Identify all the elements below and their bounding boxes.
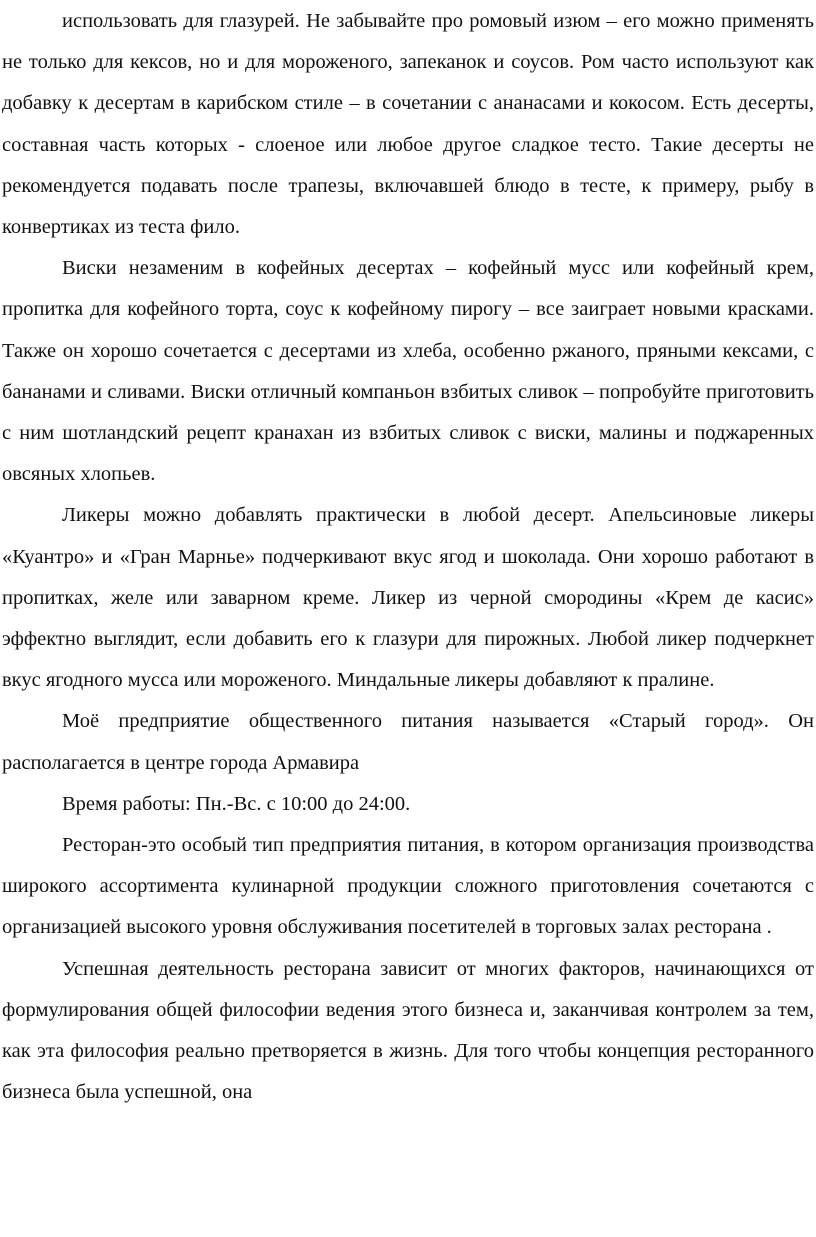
document-page bbox=[0, 1, 816, 1237]
paragraph-enterprise-name: Моё предприятие общественного питания называется «Старый город». Он располагается в центре города Армавира bbox=[2, 710, 814, 774]
paragraph-glaze-rum: использовать для глазурей. Не забывайте про ромовый изюм – его можно применять не только для кексов, но и для мороженого, запеканок и соусов. Ром часто используют как добавку к десертам в карибском стиле – в сочетании с ананасами и кокосом. Есть десерты, составная часть которых - слоеное или любое другое сладкое тесто. Такие десерты не рекомендуется подавать после трапезы, включавшей блюдо в тесте, к примеру, рыбу в конвертиках из теста фило. bbox=[2, 10, 814, 239]
paragraph-working-hours: Время работы: Пн.-Вс. с 10:00 до 24:00. bbox=[62, 792, 411, 815]
paragraph-whisky: Виски незаменим в кофейных десертах – кофейный мусс или кофейный крем, пропитка для кофейного торта, соус к кофейному пирогу – все заиграет новыми красками. Также он хорошо сочетается с десертами из хлеба, особенно ржаного, пряными кексами, с бананами и сливами. Виски отличный компаньон взбитых сливок – попробуйте приготовить с ним шотландский рецепт кранахан из взбитых сливок с виски, малины и поджаренных овсяных хлопьев. bbox=[2, 257, 814, 486]
paragraph-restaurant-definition: Ресторан-это особый тип предприятия питания, в котором организация производства широкого ассортимента кулинарной продукции сложного приготовления сочетаются с организацией высокого уровня обслуживания посетителей в торговых залах ресторана . bbox=[2, 834, 814, 939]
paragraph-liqueurs: Ликеры можно добавлять практически в любой десерт. Апельсиновые ликеры «Куантро» и «Гран Марнье» подчеркивают вкус ягод и шоколада. Они хорошо работают в пропитках, желе или заварном креме. Ликер из черной смородины «Крем де касис» эффектно выглядит, если добавить его к глазури для пирожных. Любой ликер подчеркнет вкус ягодного мусса или мороженого. Миндальные ликеры добавляют к пралине. bbox=[2, 504, 814, 692]
paragraph-success-factors: Успешная деятельность ресторана зависит от многих факторов, начинающихся от формулирования общей философии ведения этого бизнеса и, заканчивая контролем за тем, как эта философия реально претворяется в жизнь. Для того чтобы концепция ресторанного бизнеса была успешной, она bbox=[2, 957, 814, 1104]
